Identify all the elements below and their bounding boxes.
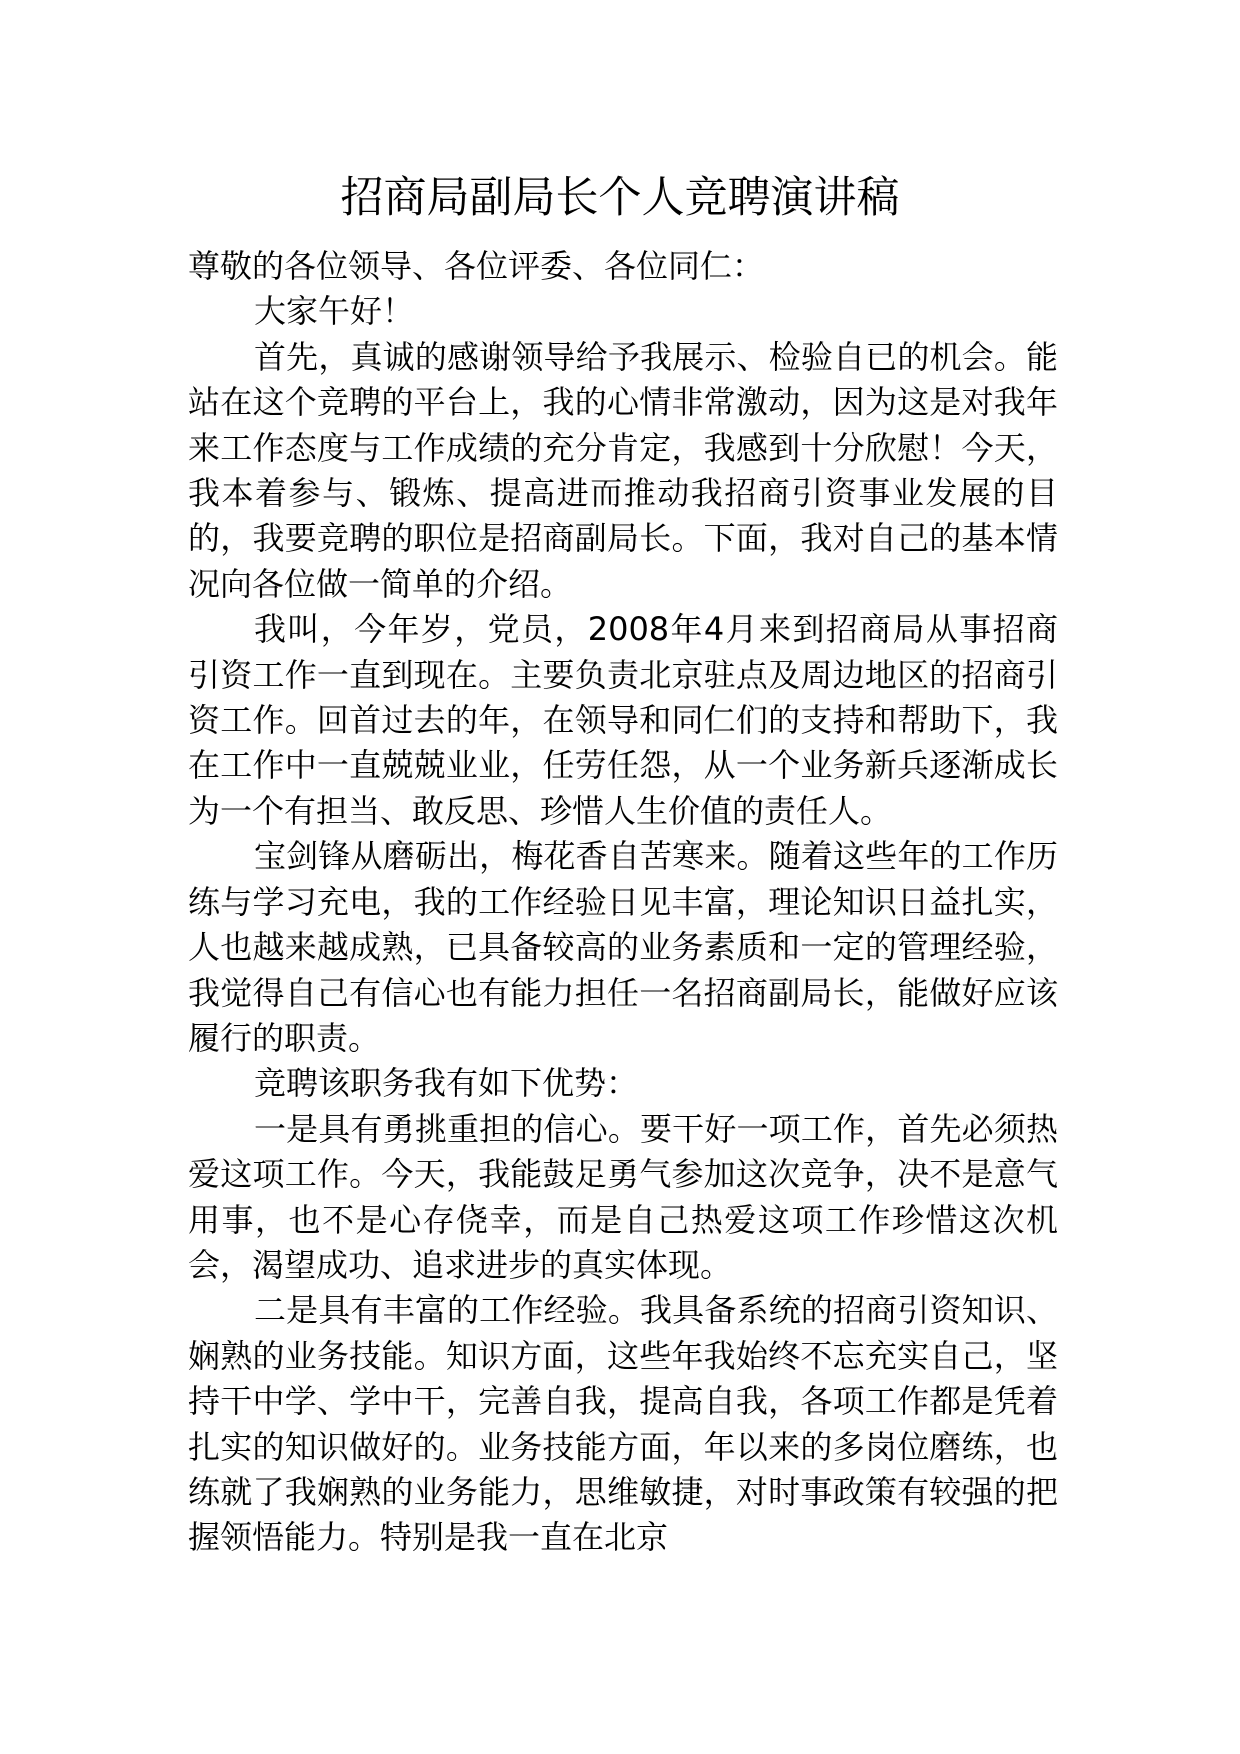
document-title: 招商局副局长个人竞聘演讲稿	[340, 173, 900, 223]
paragraph-advantages-heading: 竞聘该职务我有如下优势：	[254, 1064, 639, 1103]
paragraph-introduction: 首先，真诚的感谢领导给予我展示、检验自已的机会。能站在这个竞聘的平台上，我的心情非常激动，因为这是对我年来工作态度与工作成绩的充分肯定，我感到十分欣慰！今天，我本着参与、锻炼、提高进而推动我招商引资事业发展的目的，我要竞聘的职位是招商副局长。下面，我对自己的基本情况向各位做一简单的介绍。	[188, 337, 1058, 603]
paragraph-background: 我叫，今年岁，党员，2008年4月来到招商局从事招商引资工作一直到现在。主要负责北京驻点及周边地区的招商引资工作。回首过去的年，在领导和同仁们的支持和帮助下，我在工作中一直兢兢业业，任劳任怨，从一个业务新兵逐渐成长为一个有担当、敢反思、珍惜人生价值的责任人。	[188, 610, 1058, 830]
paragraph-advantage-two: 二是具有丰富的工作经验。我具备系统的招商引资知识、娴熟的业务技能。知识方面，这些年我始终不忘充实自己，坚持干中学、学中干，完善自我，提高自我，各项工作都是凭着扎实的知识做好的。业务技能方面，年以来的多岗位磨练，也练就了我娴熟的业务能力，思维敏捷，对时事政策有较强的把握领悟能力。特别是我一直在北京	[188, 1291, 1058, 1557]
salutation: 尊敬的各位领导、各位评委、各位同仁：	[188, 247, 765, 285]
paragraph-growth: 宝剑锋从磨砺出，梅花香自苦寒来。随着这些年的工作历练与学习充电，我的工作经验日见丰富，理论知识日益扎实，人也越来越成熟，已具备较高的业务素质和一定的管理经验，我觉得自己有信心也有能力担任一名招商副局长，能做好应该履行的职责。	[188, 837, 1058, 1057]
paragraph-greeting: 大家午好！	[254, 292, 415, 331]
paragraph-advantage-one: 一是具有勇挑重担的信心。要干好一项工作，首先必须热爱这项工作。今天，我能鼓足勇气参加这次竞争，决不是意气用事，也不是心存侥幸，而是自己热爱这项工作珍惜这次机会，渴望成功、追求进步的真实体现。	[188, 1109, 1058, 1284]
document-body	[188, 244, 1058, 1561]
